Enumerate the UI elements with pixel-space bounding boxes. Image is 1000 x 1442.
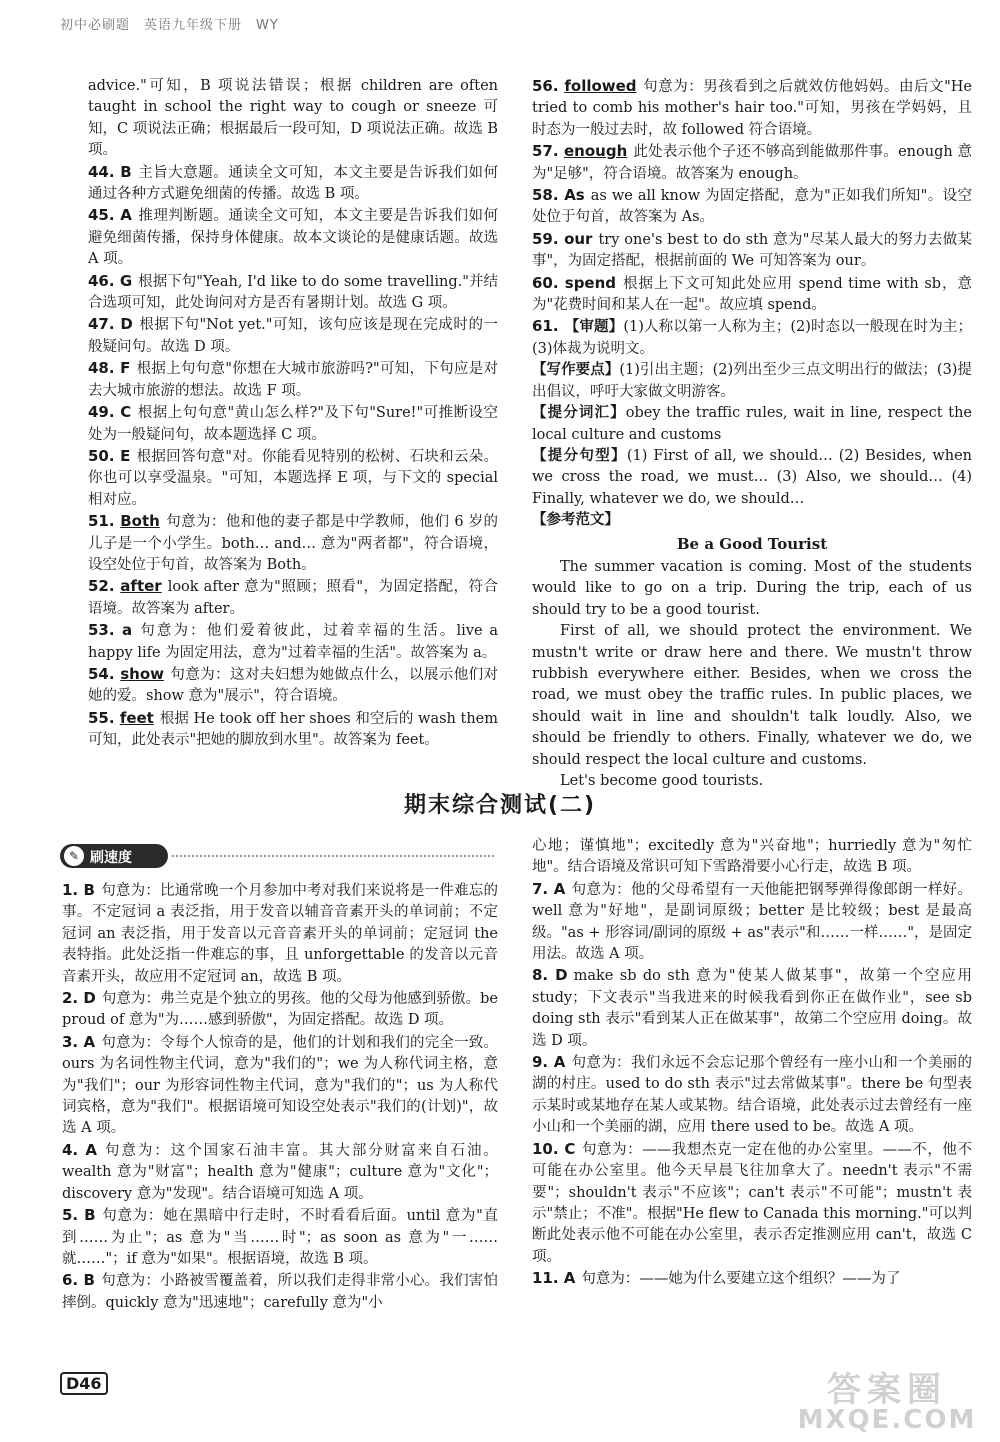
watermark-bottom: MXQE.COM [797,1405,977,1435]
question-number: 48. F [88,359,131,378]
essay-paragraph: Let's become good tourists. [560,773,764,789]
explanation-text: 句意为：他的父母希望有一天他能把钢琴弹得像郎朗一样好。well 意为"好地"，是副词原级；better 是比较级；best 是最高级。"as + 形容词/副词的原级 + as"表示"和……一样……"，是固定用法。故选 A 项。 [532,881,973,963]
answer-item [62,1140,498,1205]
explanation-text: 句意为：——她为什么要建立这个组织？——为了 [581,1271,901,1288]
question-number: 44. B [88,162,132,181]
answer-item [62,1205,498,1270]
explanation-text: 根据回答句意"对。你能看见特别的松树、石块和云朵。你也可以享受温泉。"可知，本题选择 E 项，与下文的 special 相对应。 [88,448,498,508]
question-number: 58. As [532,186,585,205]
explanation-text: 根据上句句意"黄山怎么样?"及下句"Sure!"可推断设空处为一般疑问句，故本题选择 C 项。 [88,405,498,443]
answer-item [88,620,498,664]
question-number: 2. D [62,989,96,1008]
question-number: 47. D [88,315,133,334]
answer-word: followed [564,77,637,95]
page-number: D46 [60,1372,108,1395]
question-number: 8. D [532,966,568,985]
question-number: 51. Both [88,512,160,531]
explanation-text: 句意为：比通常晚一个月参加中考对我们来说将是一件难忘的事。不定冠词 a 表泛指，用于发音以辅音音素开头的单词前；不定冠词 an 表泛指，用于发音以元音音素开头的单词前；定冠词 the 表特指。此处泛指一件难忘的事，且 unforgettable 的发音以元音音素开头，故应用不定冠词 an，故选 B 项。 [62,883,498,985]
question-number: 10. C [532,1139,576,1158]
question-number: 54. show [88,664,164,683]
question-number: 3. A [62,1032,96,1051]
question-number: 1. B [62,881,95,899]
answer-item [88,314,498,358]
q61-line [532,510,972,531]
explanation-text: 句意为：这对夫妇想为她做点什么，以展示他们对她的爱。show 意为"展示"，符合语境。 [88,666,499,705]
explanation-text: 根据下句"Yeah, I'd like to do some travelling."并结合选项可知，此处询问对方是否有暑期计划。故选 G 项。 [88,273,498,312]
explanation-text: try one's best to do sth 意为"尽某人最大的努力去做某事"，为固定搭配，根据前面的 We 可知答案为 our。 [532,231,972,270]
speed-badge [60,844,168,868]
question-number: 50. E [88,446,131,465]
explanation-text: 此处表示他个子还不够高到能做那件事。enough 意为"足够"，符合语境。故答案为 enough。 [532,144,972,182]
question-number: 52. after [88,577,162,596]
section-label: 【写作要点】 [532,362,620,379]
page-header: 初中必刷题 英语九年级下册 WY [60,18,279,33]
explanation-text: make sb do sth 意为"使某人做某事"，故第一个空应用 study；下文表示"当我进来的时候我看到你正在做作业"，see sb doing sth 表示"看到某人正在做某事"，故第二个空应用 doing。故选 D 项。 [532,968,972,1049]
explanation-text: 句意为：令每个人惊奇的是，他们的计划和我们的完全一致。ours 为名词性物主代词，意为"我们的"；we 为人称代词主格，意为"我们"；our 为形容词性物主代词，意为"我们的"；us 为人称代词宾格，意为"我们"。根据语境可知设空处表示"我们的(计划)"，故选 A 项。 [62,1034,499,1137]
answer-word: Both [120,512,160,531]
answer-word: show [120,664,164,683]
question-number: 45. A [88,206,132,225]
explanation-text: 句意为：她在黑暗中行走时，不时看看后面。until 意为"直到……为止"；as 意为"当……时"；as soon as 意为"一……就……"；if 意为"如果"。根据语境，故选 B 项。 [62,1208,498,1267]
section-text: (1) First of all, we should… (2) Besides, when we cross the road, we must… (3) Also, we should… (4) Finally, whatever we do, we should… [532,447,972,507]
answer-item [62,1270,498,1314]
answer-item [88,664,498,708]
question-61 [532,316,972,792]
answer-item [532,229,972,273]
question-number: 61. [532,317,559,336]
answer-word: feet [119,708,154,727]
section-title: 期末综合测试(二) [403,793,597,818]
question-number: 5. B [62,1206,96,1225]
explanation-text: 根据下句"Not yet."可知，该句应该是现在完成时的一般疑问句。故选 D 项。 [88,317,499,355]
question-number: 60. spend [532,273,617,292]
explanation-text: 句意为：他们爱着彼此，过着幸福的生活。live a happy life 为固定用法，意为"过着幸福的生活"。故答案为 a。 [88,623,498,661]
answer-item [532,1268,972,1290]
answer-item [88,576,498,620]
question-number: 56. followed [532,77,637,95]
explanation-text: 心地；谨慎地"；excitedly 意为"兴奋地"；hurriedly 意为"匆忙地"。结合语境及常识可知下雪路滑要小心行走，故选 B 项。 [532,838,972,876]
question-number: 6. B [62,1271,95,1290]
question-number: 46. G [88,271,133,290]
answer-item [88,402,498,446]
brush-icon: ✎ [64,846,84,866]
question-number: 55. feet [88,708,154,727]
explanation-text: 句意为：他和他的妻子都是中学教师，他们 6 岁的儿子是一个小学生。both… and… 意为"两者都"，符合语境，设空处位于句首，故答案为 Both。 [88,514,498,573]
explanation-text: 句意为：——我想杰克一定在他的办公室里。——不，他不可能在办公室里。他今天早晨飞往加拿大了。needn't 表示"不需要"；shouldn't 表示"不应该"；can't 表示"不可能"；mustn't 表示"禁止；不准"。根据"He flew to Canada this morning."可以判断此处表示他不可能在办公室里，表示否定推测应用 can't，故选 C 项。 [532,1141,972,1265]
watermark-top: 答案圈 [827,1370,947,1410]
right-column-bottom [532,836,972,1291]
explanation-text: 根据上下文可知此处应用 spend time with sb，意为"花费时间和某人在一起"。故应填 spend。 [532,275,972,314]
divider-dots [172,855,494,857]
explanation-text: 句意为：这个国家石油丰富。其大部分财富来自石油。wealth 意为"财富"；health 意为"健康"；culture 意为"文化"；discovery 意为"发现"。结合语境可知选 A 项。 [62,1142,499,1202]
essay-paragraph: First of all, we should protect the environment. We mustn't write or draw here and there. We mustn't throw rubbish everywhere either. Besides, when we cross the road, we must obey the traffic rules. In public places, we should wait in line and shouldn't talk loudly. Also, we should be friendly to others. Finally, whatever we do, we should respect the local culture and customs. [532,623,972,768]
section-label: 【提分词汇】 [532,405,626,422]
q61-line [532,446,972,510]
answer-item [62,1032,498,1140]
answer-item [88,446,498,511]
question-number: 53. a [88,621,133,640]
left-column-bottom [62,880,498,1314]
answer-item [532,836,972,879]
answer-item [532,185,972,229]
answer-item [62,880,498,988]
essay-paragraph: The summer vacation is coming. Most of the students would like to go on a trip. During the trip, each of us should try to be a good tourist. [532,558,972,618]
answer-item [532,879,972,966]
answer-item [88,76,498,162]
answer-item [88,511,498,576]
explanation-text: 根据 He took off her shoes 和空后的 wash them 可知，此处表示"把她的脚放到水里"。故答案为 feet。 [88,710,498,749]
answer-word: enough [564,142,628,161]
section-label: 【审题】 [564,319,624,336]
explanation-text: 主旨大意题。通读全文可知，本文主要是告诉我们如何通过各种方式避免细菌的传播。故选 B 项。 [88,164,499,203]
explanation-text: 句意为：男孩看到之后就效仿他妈妈。由后文"He tried to comb his mother's hair too."可知，男孩在学妈妈，且时态为一般过去时，故 followed 符合语境。 [532,79,972,138]
section-text: (1)人称以第一人称为主；(2)时态以一般现在时为主；(3)体裁为说明文。 [532,319,973,357]
q61-line [532,316,972,360]
question-number: 9. A [532,1053,566,1072]
question-number: 4. A [62,1140,97,1159]
answer-item [62,988,498,1032]
answer-item [532,1139,972,1268]
speed-banner [60,842,496,872]
question-number: 49. C [88,403,132,422]
answer-item [532,1052,972,1139]
answer-item [532,965,972,1052]
question-number: 7. A [532,879,566,898]
section-text: obey the traffic rules, wait in line, respect the local culture and customs [532,405,973,443]
explanation-text: advice."可知，B 项说法错误；根据 children are often taught in school the right way to cough or sneeze 可知，C 项说法正确；根据最后一段可知，D 项说法正确。故选 B 项。 [88,78,498,159]
answer-item [532,273,972,317]
q61-line [532,360,972,403]
explanation-text: 句意为：弗兰克是个独立的男孩。他的父母为他感到骄傲。be proud of 意为"为……感到骄傲"，为固定搭配。故选 D 项。 [62,991,498,1029]
left-column-top [88,76,498,752]
answer-item [88,358,498,402]
watermark [792,1362,982,1435]
question-number: 57. enough [532,142,628,161]
q61-line [532,403,972,446]
explanation-text: 句意为：我们永远不会忘记那个曾经有一座小山和一个美丽的湖的村庄。used to do sth 表示"过去常做某事"。there be 句型表示某时或某地存在某人或某物。结合语境，此处表示过去曾经有一座小山和一个美丽的湖，应用 there used to be。故选 A 项。 [532,1055,973,1136]
right-column-top [532,76,972,792]
speed-label: 刷速度 [90,850,132,866]
answer-item [88,271,498,315]
answer-item [88,205,498,270]
section-label: 【提分句型】 [532,447,627,464]
explanation-text: 句意为：小路被雪覆盖着，所以我们走得非常小心。我们害怕摔倒。quickly 意为"迅速地"；carefully 意为"小 [62,1273,498,1311]
section-text: (1)引出主题；(2)列出至少三点文明出行的做法；(3)提出倡议，呼吁大家做文明游客。 [532,362,973,400]
answer-item [532,141,972,185]
section-label: 【参考范文】 [532,512,619,529]
essay-title: Be a Good Tourist [676,534,828,553]
answer-word: after [120,577,162,596]
answer-item [88,162,498,206]
answer-item [532,76,972,141]
explanation-text: as we all know 为固定搭配，意为"正如我们所知"。设空处位于句首，故答案为 As。 [532,188,972,226]
explanation-text: 根据上句句意"你想在大城市旅游吗?"可知，下句应是对去大城市旅游的想法。故选 F 项。 [88,361,498,399]
explanation-text: look after 意为"照顾；照看"，为固定搭配，符合语境。故答案为 after。 [88,579,498,617]
answer-item [88,708,498,752]
explanation-text: 推理判断题。通读全文可知，本文主要是告诉我们如何避免细菌传播，保持身体健康。故本文谈论的是健康话题。故选 A 项。 [88,208,499,268]
question-number: 11. A [532,1269,576,1288]
question-number: 59. our [532,229,593,248]
